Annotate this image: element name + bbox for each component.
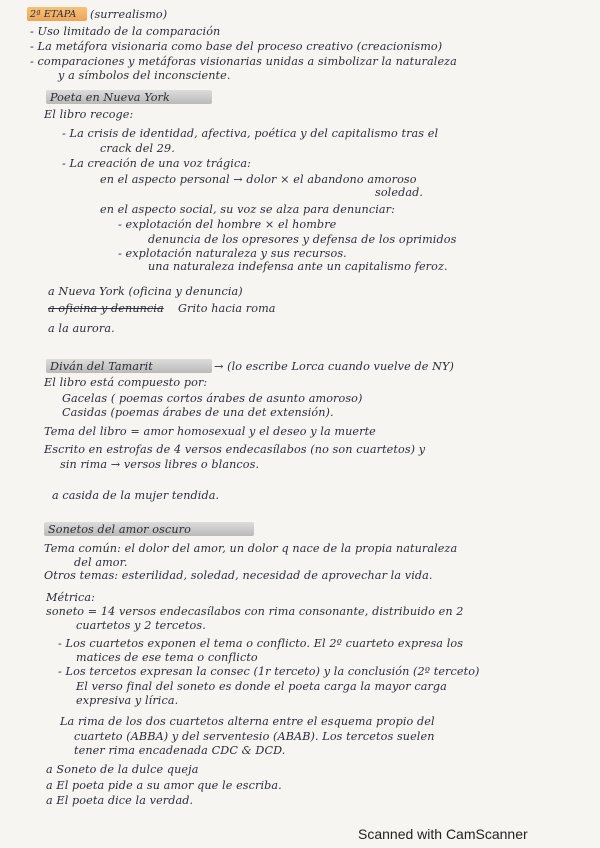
- stage-heading: 2ª ETAPA: [30, 9, 77, 20]
- sonetos-line: El verso final del soneto es donde el poeta carga la mayor carga: [76, 680, 447, 693]
- sonetos-line: expresiva y lírica.: [76, 694, 179, 707]
- stage-bullet: - comparaciones y metáforas visionarias unidas a simbolizar la naturaleza: [30, 55, 457, 68]
- stage-note: (surrealismo): [90, 8, 168, 21]
- poeta-work: a Nueva York (oficina y denuncia): [48, 285, 243, 298]
- divan-line: Casidas (poemas árabes de una det extensión).: [62, 406, 334, 419]
- sonetos-line: a El poeta pide a su amor que le escriba.: [46, 779, 282, 792]
- poeta-line: crack del 29.: [100, 142, 175, 155]
- sonetos-line: tener rima encadenada CDC & DCD.: [74, 744, 286, 757]
- sonetos-line: soneto = 14 versos endecasílabos con rima consonante, distribuido en 2: [46, 605, 464, 618]
- divan-line: sin rima → versos libres o blancos.: [60, 458, 260, 471]
- camscanner-watermark: Scanned with CamScanner: [358, 826, 528, 842]
- divan-line: a casida de la mujer tendida.: [52, 489, 220, 502]
- divan-line: Escrito en estrofas de 4 versos endecasílabos (no son cuartetos) y: [44, 443, 426, 456]
- sonetos-line: cuartetos y 2 tercetos.: [76, 619, 206, 632]
- sonetos-title: Sonetos del amor oscuro: [48, 523, 191, 536]
- sonetos-line: cuarteto (ABBA) y del serventesio (ABAB). Los tercetos suelen: [74, 730, 435, 743]
- poeta-work-struck: a oficina y denuncia: [48, 302, 164, 315]
- poeta-title: Poeta en Nueva York: [50, 91, 170, 104]
- divan-title: Diván del Tamarit: [50, 360, 153, 373]
- stage-bullet: y a símbolos del inconsciente.: [58, 69, 231, 82]
- poeta-work: Grito hacia roma: [178, 302, 276, 315]
- divan-line: El libro está compuesto por:: [44, 376, 208, 389]
- poeta-line: - explotación naturaleza y sus recursos.: [118, 247, 347, 260]
- stage-bullet: - Uso limitado de la comparación: [30, 25, 221, 38]
- sonetos-line: a El poeta dice la verdad.: [46, 794, 194, 807]
- poeta-line: denuncia de los opresores y defensa de los oprimidos: [148, 233, 457, 246]
- poeta-line: en el aspecto personal → dolor × el abandono amoroso: [100, 173, 417, 186]
- poeta-line: - explotación del hombre × el hombre: [118, 218, 337, 231]
- divan-line: Tema del libro = amor homosexual y el deseo y la muerte: [44, 425, 376, 438]
- sonetos-line: Otros temas: esterilidad, soledad, necesidad de aprovechar la vida.: [44, 569, 433, 582]
- sonetos-line: del amor.: [74, 556, 128, 569]
- poeta-line: - La creación de una voz trágica:: [62, 157, 251, 170]
- sonetos-line: La rima de los dos cuartetos alterna entre el esquema propio del: [60, 715, 435, 728]
- poeta-line: una naturaleza indefensa ante un capitalismo feroz.: [148, 260, 448, 273]
- sonetos-line: - Los tercetos expresan la consec (1r terceto) y la conclusión (2º terceto): [58, 665, 480, 678]
- poeta-work: a la aurora.: [48, 322, 115, 335]
- sonetos-line: a Soneto de la dulce queja: [46, 763, 199, 776]
- stage-bullet: - La metáfora visionaria como base del proceso creativo (creacionismo): [30, 40, 443, 53]
- divan-line: Gacelas ( poemas cortos árabes de asunto amoroso): [62, 392, 363, 405]
- divan-title-note: → (lo escribe Lorca cuando vuelve de NY): [214, 360, 454, 373]
- poeta-line: en el aspecto social, su voz se alza para denunciar:: [100, 203, 395, 216]
- sonetos-line: Métrica:: [46, 591, 96, 604]
- sonetos-line: Tema común: el dolor del amor, un dolor q nace de la propia naturaleza: [44, 542, 458, 555]
- poeta-line: soledad.: [375, 186, 424, 199]
- sonetos-line: - Los cuartetos exponen el tema o conflicto. El 2º cuarteto expresa los: [58, 637, 464, 650]
- poeta-line: El libro recoge:: [44, 108, 134, 121]
- poeta-line: - La crisis de identidad, afectiva, poética y del capitalismo tras el: [62, 127, 439, 140]
- sonetos-line: matices de ese tema o conflicto: [76, 651, 258, 664]
